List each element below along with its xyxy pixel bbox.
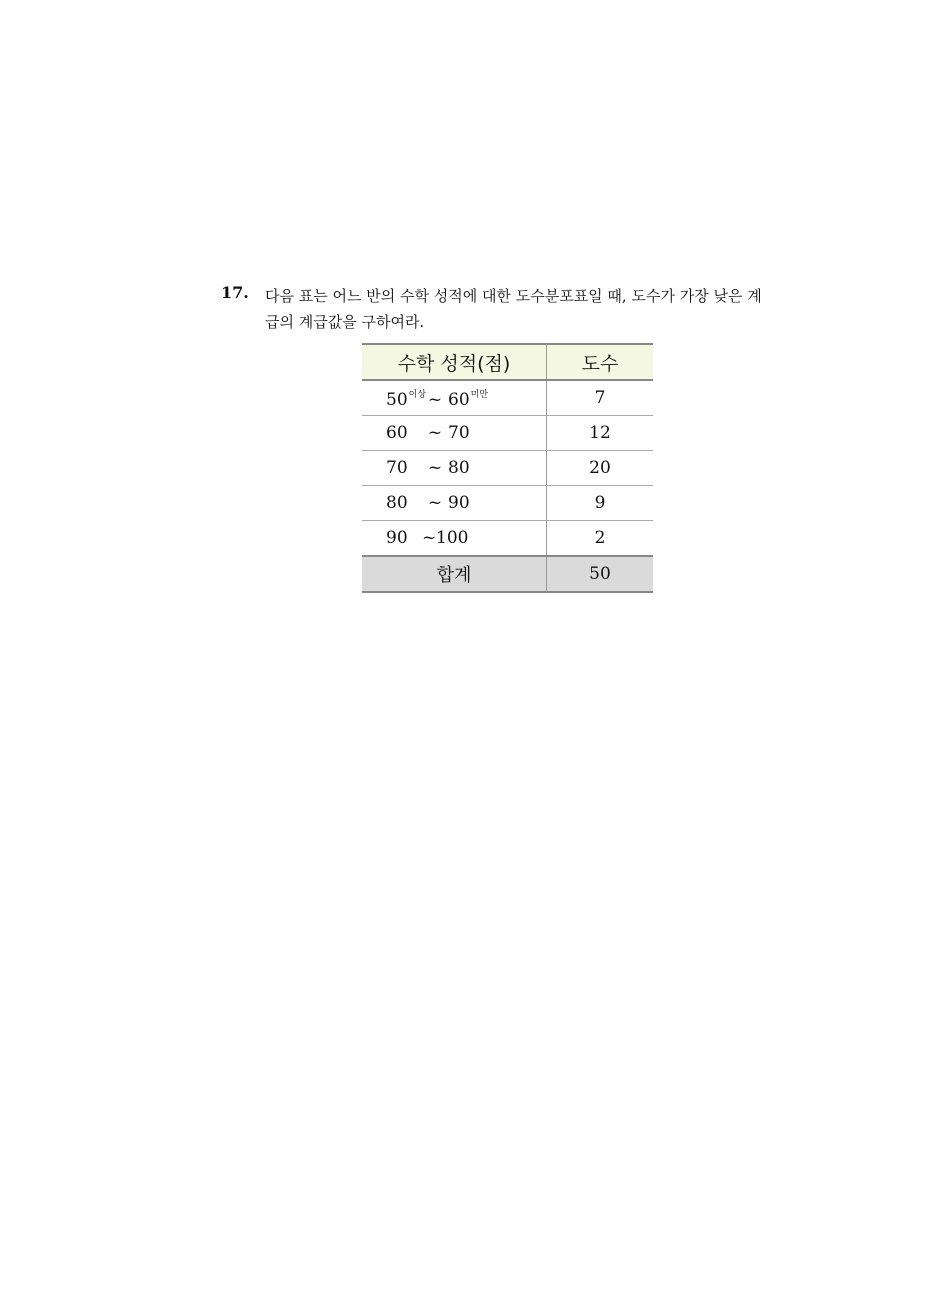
range-high: 100 [436, 528, 469, 548]
table-row [362, 521, 653, 557]
frequency-table [362, 343, 653, 593]
range-high: 90 [448, 493, 470, 513]
range-high: 70 [448, 423, 470, 443]
range-low: 60 [386, 423, 408, 443]
frequency-cell: 9 [547, 486, 654, 521]
range-low: 80 [386, 493, 408, 513]
range-low-note: 이상 [408, 389, 427, 400]
total-label: 합계 [362, 556, 547, 592]
range-high: 80 [448, 458, 470, 478]
table-row [362, 380, 653, 416]
frequency-cell: 2 [547, 521, 654, 557]
total-value: 50 [547, 556, 654, 592]
class-range [362, 451, 547, 486]
range-tilde: ~ [427, 423, 443, 443]
frequency-cell: 20 [547, 451, 654, 486]
question-text: 다음 표는 어느 반의 수학 성적에 대한 도수분포표일 때, 도수가 가장 낮은 계급의 계급값을 구하여라. [265, 287, 762, 331]
range-high-note: 미만 [470, 389, 489, 400]
range-low: 70 [386, 458, 408, 478]
range-tilde: ~ [422, 528, 437, 548]
total-row [362, 556, 653, 592]
frequency-cell: 12 [547, 416, 654, 451]
range-tilde: ~ [427, 389, 443, 410]
table-header-row [362, 344, 653, 380]
range-low: $50^{이상}$ [386, 389, 427, 410]
frequency-cell: 7 [547, 380, 654, 416]
range-high: $60^{미만}$ [448, 389, 489, 410]
header-score: 수학 성적(점) [362, 344, 547, 380]
table-row [362, 451, 653, 486]
range-tilde: ~ [427, 458, 443, 478]
question-number: 17. [221, 283, 249, 302]
class-range [362, 521, 547, 557]
class-range [362, 416, 547, 451]
class-range [362, 380, 547, 416]
range-low: 90 [386, 528, 408, 548]
header-frequency: 도수 [547, 344, 654, 380]
class-range [362, 486, 547, 521]
table-row [362, 416, 653, 451]
range-tilde: ~ [427, 493, 443, 513]
table-row [362, 486, 653, 521]
